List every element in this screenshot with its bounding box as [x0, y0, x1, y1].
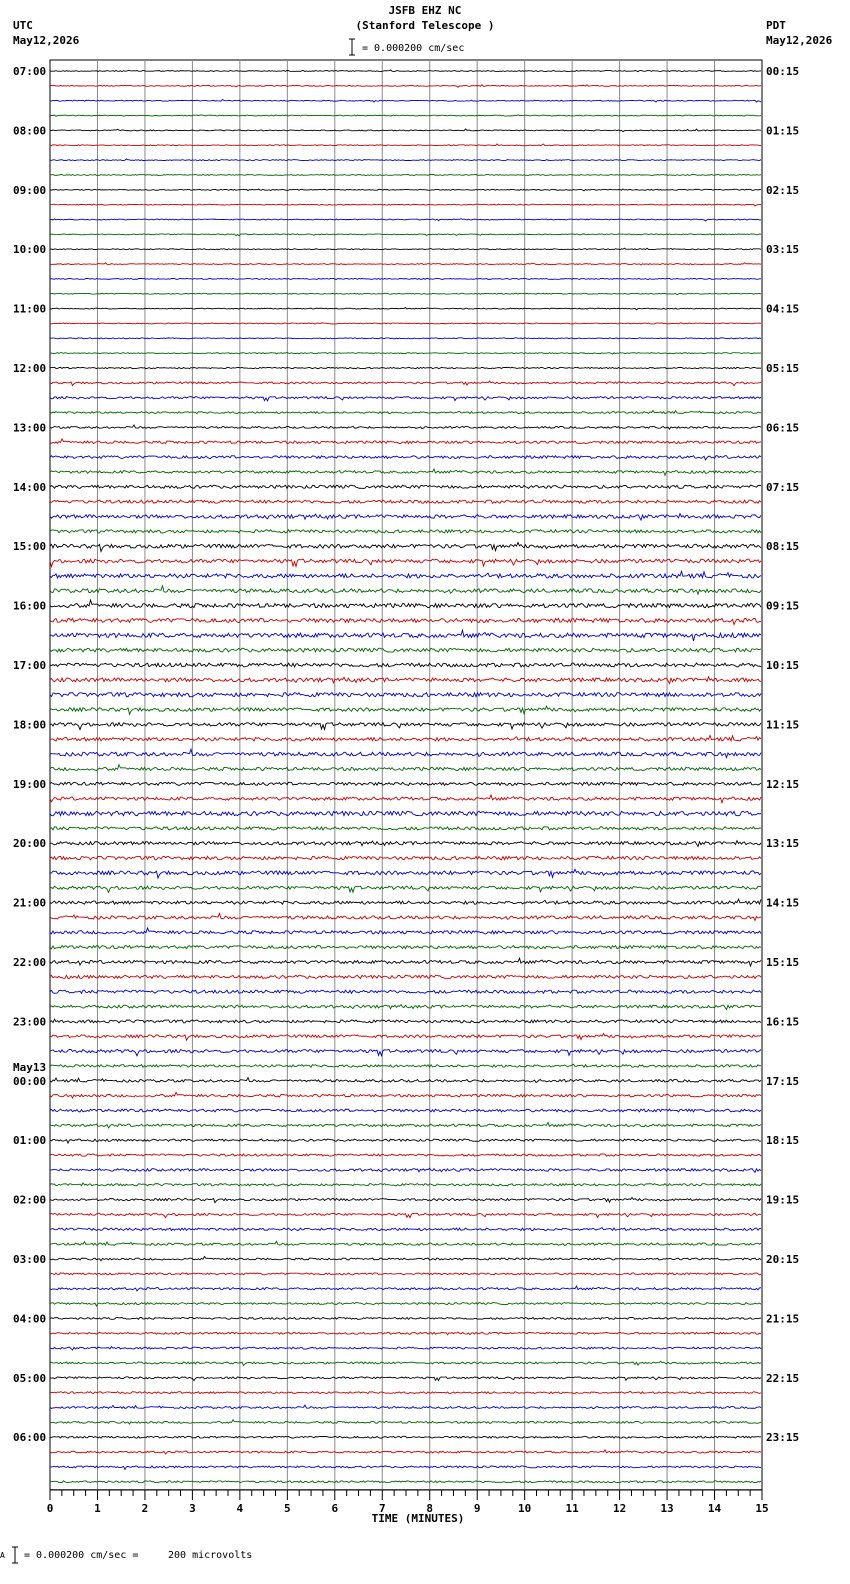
- trace-line: [50, 1256, 761, 1260]
- left-hour-label: 10:00: [13, 243, 47, 257]
- trace-line: [50, 1303, 761, 1306]
- trace-line: [50, 782, 761, 785]
- x-axis-title: TIME (MINUTES): [371, 1512, 465, 1525]
- trace-line: [50, 278, 761, 279]
- x-tick-label: 7: [378, 1502, 386, 1515]
- right-hour-label: 03:15: [766, 243, 800, 257]
- trace-line: [50, 219, 761, 221]
- footer-mark: A: [0, 1551, 5, 1560]
- trace-line: [50, 338, 761, 339]
- right-hour-label: 04:15: [766, 302, 800, 316]
- right-hour-label: 23:15: [766, 1431, 800, 1445]
- right-date-label: May12,2026: [766, 34, 833, 47]
- trace-line: [50, 1405, 761, 1409]
- left-hour-label: 02:00: [13, 1193, 47, 1207]
- right-hour-label: 10:15: [766, 659, 800, 672]
- left-hour-label: 08:00: [13, 124, 47, 138]
- x-tick-label: 13: [660, 1502, 674, 1515]
- left-hour-label: 17:00: [13, 659, 47, 672]
- right-hour-label: 20:15: [766, 1253, 800, 1266]
- left-timezone-label: UTC: [13, 19, 33, 32]
- trace-line: [50, 928, 761, 934]
- left-hour-label: 16:00: [13, 599, 47, 613]
- trace-line: [50, 115, 761, 116]
- right-hour-label: 09:15: [766, 599, 800, 613]
- trace-line: [50, 293, 761, 294]
- left-hour-label: 00:00: [13, 1074, 47, 1088]
- trace-line: [50, 159, 761, 161]
- trace-line: [50, 1347, 761, 1350]
- trace-line: [50, 827, 761, 830]
- trace-line: [50, 600, 761, 608]
- trace-line: [50, 1139, 761, 1143]
- left-hour-label: 14:00: [13, 480, 47, 494]
- x-tick-label: 8: [426, 1502, 434, 1515]
- left-date-label: May12,2026: [13, 34, 80, 47]
- trace-line: [50, 367, 761, 368]
- right-hour-label: 16:15: [766, 1015, 800, 1029]
- x-tick-label: 6: [331, 1502, 339, 1515]
- trace-layer: [50, 70, 761, 1483]
- trace-line: [50, 248, 761, 250]
- trace-line: [50, 469, 761, 475]
- trace-line: [50, 308, 761, 310]
- trace-line: [50, 234, 761, 236]
- trace-line: [50, 899, 761, 904]
- left-hour-label: 23:00: [13, 1015, 47, 1029]
- x-tick-label: 10: [518, 1502, 532, 1515]
- trace-line: [50, 1064, 761, 1067]
- right-hour-label: 00:15: [766, 65, 800, 78]
- trace-line: [50, 1050, 761, 1056]
- trace-line: [50, 189, 761, 191]
- left-hour-label: 01:00: [13, 1134, 47, 1148]
- x-tick-label: 0: [46, 1502, 54, 1515]
- trace-line: [50, 841, 761, 847]
- x-tick-label: 4: [236, 1502, 244, 1515]
- trace-line: [50, 706, 761, 714]
- trace-line: [50, 1078, 761, 1083]
- trace-line: [50, 381, 761, 386]
- trace-line: [50, 723, 761, 730]
- trace-line: [50, 1197, 761, 1202]
- trace-line: [50, 397, 761, 401]
- right-hour-label: 01:15: [766, 124, 800, 138]
- x-tick-label: 15: [755, 1502, 769, 1515]
- trace-line: [50, 693, 761, 697]
- x-tick-label: 9: [473, 1502, 481, 1515]
- trace-line: [50, 1228, 761, 1231]
- trace-line: [50, 677, 761, 684]
- trace-line: [50, 1168, 761, 1172]
- trace-line: [50, 1317, 761, 1319]
- trace-line: [50, 99, 761, 102]
- trace-line: [50, 1109, 761, 1112]
- trace-line: [50, 1436, 761, 1438]
- trace-line: [50, 263, 761, 265]
- x-tick-label: 14: [707, 1502, 722, 1515]
- trace-line: [50, 1391, 761, 1393]
- right-hour-label: 02:15: [766, 183, 800, 197]
- trace-line: [50, 586, 761, 594]
- trace-line: [50, 1361, 761, 1365]
- trace-line: [50, 1241, 761, 1245]
- right-hour-label: 15:15: [766, 956, 800, 969]
- trace-line: [50, 1286, 761, 1291]
- right-hour-label: 05:15: [766, 362, 800, 375]
- left-hour-label: 13:00: [13, 421, 47, 435]
- trace-line: [50, 204, 761, 206]
- x-axis: [47, 1490, 769, 1525]
- trace-line: [50, 1154, 761, 1156]
- left-hour-label: 04:00: [13, 1312, 47, 1326]
- trace-line: [50, 1005, 761, 1010]
- trace-line: [50, 869, 761, 878]
- right-hour-label: 14:15: [766, 896, 800, 910]
- station-location: (Stanford Telescope ): [355, 19, 495, 32]
- trace-line: [50, 439, 761, 444]
- right-hour-label: 11:15: [766, 718, 800, 732]
- trace-line: [50, 1183, 761, 1186]
- trace-line: [50, 1420, 761, 1424]
- left-hour-label: 09:00: [13, 183, 47, 197]
- trace-line: [50, 735, 761, 741]
- right-hour-label: 13:15: [766, 837, 800, 851]
- trace-line: [50, 543, 761, 552]
- trace-line: [50, 514, 761, 520]
- left-hour-label: 05:00: [13, 1371, 47, 1385]
- left-hour-label: 15:00: [13, 540, 47, 554]
- left-hour-label: 07:00: [13, 65, 47, 78]
- trace-line: [50, 618, 761, 624]
- trace-line: [50, 856, 761, 860]
- left-hour-label: 12:00: [13, 362, 47, 375]
- trace-line: [50, 456, 761, 460]
- grid-layer: [50, 60, 762, 1490]
- left-hour-label: 22:00: [13, 956, 47, 969]
- trace-line: [50, 352, 761, 354]
- left-hour-label: 18:00: [13, 718, 47, 732]
- trace-line: [50, 410, 761, 413]
- x-tick-label: 12: [612, 1502, 627, 1515]
- station-title: JSFB EHZ NC: [388, 4, 462, 17]
- left-date-change-label: May13: [13, 1060, 47, 1074]
- x-tick-label: 11: [565, 1502, 579, 1515]
- trace-line: [50, 500, 761, 503]
- left-hour-label: 06:00: [13, 1431, 47, 1445]
- trace-line: [50, 323, 761, 324]
- x-tick-label: 5: [284, 1502, 291, 1515]
- x-tick-label: 3: [189, 1502, 196, 1515]
- trace-line: [50, 174, 761, 175]
- footer-scale-bar-icon: [10, 1546, 20, 1564]
- trace-line: [50, 70, 761, 72]
- trace-line: [50, 1092, 761, 1098]
- trace-line: [50, 958, 761, 966]
- trace-line: [50, 1122, 761, 1127]
- right-hour-label: 07:15: [766, 480, 800, 494]
- trace-line: [50, 1466, 761, 1469]
- trace-line: [50, 85, 761, 88]
- left-hour-label: 03:00: [13, 1253, 47, 1266]
- trace-line: [50, 946, 761, 949]
- right-hour-label: 18:15: [766, 1134, 800, 1148]
- trace-line: [50, 1034, 761, 1041]
- right-hour-label: 12:15: [766, 777, 800, 791]
- trace-line: [50, 530, 761, 533]
- right-timezone-label: PDT: [766, 19, 786, 32]
- trace-line: [50, 485, 761, 488]
- trace-line: [50, 648, 761, 652]
- trace-line: [50, 129, 761, 132]
- left-hour-label: 21:00: [13, 896, 47, 910]
- x-tick-label: 1: [94, 1502, 101, 1515]
- trace-line: [50, 571, 761, 578]
- trace-line: [50, 886, 761, 892]
- trace-line: [50, 811, 761, 815]
- scale-label: = 0.000200 cm/sec: [362, 43, 465, 54]
- label-layer: [13, 65, 799, 1444]
- right-hour-label: 06:15: [766, 421, 800, 435]
- right-hour-label: 22:15: [766, 1371, 800, 1385]
- trace-line: [50, 749, 761, 757]
- trace-line: [50, 1019, 761, 1023]
- trace-line: [50, 1377, 761, 1381]
- left-hour-label: 20:00: [13, 837, 47, 851]
- trace-line: [50, 765, 761, 771]
- right-hour-label: 08:15: [766, 540, 800, 554]
- footer-units-label: 200 microvolts: [168, 1550, 253, 1561]
- trace-line: [50, 1481, 761, 1483]
- trace-line: [50, 559, 761, 567]
- plot-frame: [50, 60, 762, 1490]
- trace-line: [50, 663, 761, 667]
- footer-scale-label: = 0.000200 cm/sec =: [24, 1550, 139, 1561]
- x-tick-label: 2: [141, 1502, 149, 1515]
- left-hour-label: 19:00: [13, 777, 47, 791]
- trace-line: [50, 1273, 761, 1275]
- trace-line: [50, 913, 761, 920]
- trace-line: [50, 1332, 761, 1335]
- trace-line: [50, 795, 761, 803]
- right-hour-label: 17:15: [766, 1074, 800, 1088]
- left-hour-label: 11:00: [13, 302, 47, 316]
- trace-line: [50, 990, 761, 993]
- trace-line: [50, 1450, 761, 1454]
- trace-line: [50, 630, 761, 641]
- right-hour-label: 21:15: [766, 1312, 800, 1326]
- trace-line: [50, 975, 761, 978]
- trace-line: [50, 425, 761, 429]
- right-hour-label: 19:15: [766, 1193, 800, 1207]
- trace-line: [50, 1213, 761, 1217]
- trace-line: [50, 144, 761, 146]
